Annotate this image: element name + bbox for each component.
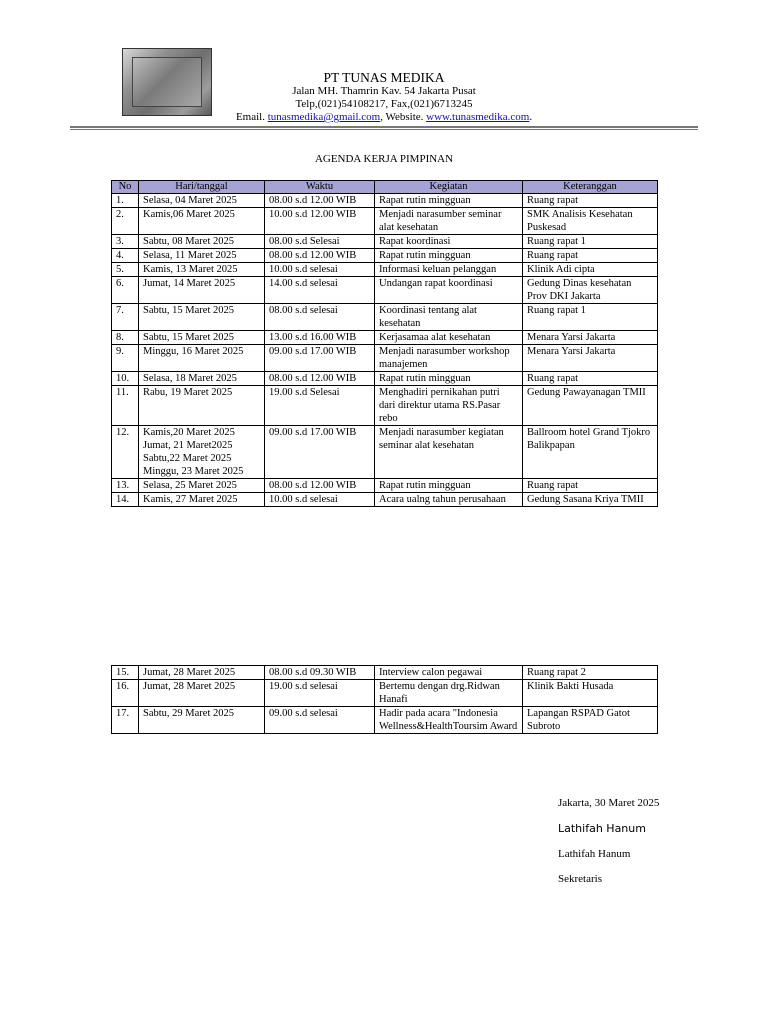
cell-date: Kamis, 27 Maret 2025 <box>139 493 265 507</box>
cell-no: 9. <box>112 345 139 372</box>
table-row <box>112 208 658 235</box>
header-rule-thick <box>70 126 698 128</box>
header-rule-thin <box>70 129 698 130</box>
cell-note: Gedung Dinas kesehatan Prov DKI Jakarta <box>523 277 658 304</box>
cell-date: Jumat, 28 Maret 2025 <box>139 680 265 707</box>
cell-activity: Rapat rutin mingguan <box>375 249 523 263</box>
cell-activity: Hadir pada acara "Indonesia Wellness&HealthToursim Award <box>375 707 523 734</box>
table-row <box>112 331 658 345</box>
agenda-table-body <box>112 194 658 507</box>
cell-date: Jumat, 14 Maret 2025 <box>139 277 265 304</box>
signature-place-date: Jakarta, 30 Maret 2025 <box>558 797 660 809</box>
cell-time: 09.00 s.d 17.00 WIB <box>265 345 375 372</box>
cell-no: 17. <box>112 707 139 734</box>
header-activity: Kegiatan <box>375 181 523 194</box>
cell-date: Kamis, 13 Maret 2025 <box>139 263 265 277</box>
cell-time: 08.00 s.d 12.00 WIB <box>265 249 375 263</box>
cell-time: 08.00 s.d 12.00 WIB <box>265 194 375 208</box>
cell-date: Selasa, 04 Maret 2025 <box>139 194 265 208</box>
cell-time: 19.00 s.d Selesai <box>265 386 375 426</box>
cell-note: Ruang rapat <box>523 194 658 208</box>
cell-note: Klinik Adi cipta <box>523 263 658 277</box>
cell-activity: Acara ualng tahun perusahaan <box>375 493 523 507</box>
header-time: Waktu <box>265 181 375 194</box>
cell-no: 10. <box>112 372 139 386</box>
table-row <box>112 249 658 263</box>
table-row <box>112 263 658 277</box>
company-phone-fax: Telp,(021)54108217, Fax,(021)6713245 <box>295 98 473 110</box>
cell-no: 12. <box>112 426 139 479</box>
cell-note: Menara Yarsi Jakarta <box>523 331 658 345</box>
table-row <box>112 194 658 208</box>
cell-activity: Menghadiri pernikahan putri dari direktur utama RS.Pasar rebo <box>375 386 523 426</box>
cell-no: 1. <box>112 194 139 208</box>
cell-note: SMK Analisis Kesehatan Puskesad <box>523 208 658 235</box>
cell-date: Sabtu, 08 Maret 2025 <box>139 235 265 249</box>
table-row <box>112 493 658 507</box>
cell-time: 10.00 s.d selesai <box>265 263 375 277</box>
cell-activity: Menjadi narasumber seminar alat kesehatan <box>375 208 523 235</box>
cell-activity: Kerjasamaa alat kesehatan <box>375 331 523 345</box>
signatory-name: Lathifah Hanum <box>558 848 631 860</box>
company-address: Jalan MH. Thamrin Kav. 54 Jakarta Pusat <box>292 85 476 97</box>
cell-no: 8. <box>112 331 139 345</box>
cell-activity: Koordinasi tentang alat kesehatan <box>375 304 523 331</box>
cell-time: 08.00 s.d selesai <box>265 304 375 331</box>
cell-no: 16. <box>112 680 139 707</box>
table-row <box>112 680 658 707</box>
table-row <box>112 277 658 304</box>
table-row <box>112 666 658 680</box>
cell-date: Selasa, 25 Maret 2025 <box>139 479 265 493</box>
email-label: Email. <box>235 111 268 123</box>
email-link[interactable]: tunasmedika@gmail.com <box>267 111 381 123</box>
cell-note: Gedung Sasana Kriya TMII <box>523 493 658 507</box>
cell-activity: Rapat rutin mingguan <box>375 372 523 386</box>
cell-no: 6. <box>112 277 139 304</box>
cell-date: Sabtu, 15 Maret 2025 <box>139 304 265 331</box>
cell-note: Lapangan RSPAD Gatot Subroto <box>523 707 658 734</box>
table-row <box>112 426 658 479</box>
agenda-table-continued-body <box>112 666 658 734</box>
cell-time: 09.00 s.d 17.00 WIB <box>265 426 375 479</box>
cell-time: 08.00 s.d Selesai <box>265 235 375 249</box>
signature-mark: Lathifah Hanum <box>558 822 646 835</box>
agenda-table <box>111 180 658 507</box>
cell-activity: Bertemu dengan drg.Ridwan Hanafi <box>375 680 523 707</box>
cell-activity: Interview calon pegawai <box>375 666 523 680</box>
header-note: Keteranggan <box>523 181 658 194</box>
cell-no: 11. <box>112 386 139 426</box>
cell-note: Ballroom hotel Grand Tjokro Balikpapan <box>523 426 658 479</box>
cell-date: Sabtu, 15 Maret 2025 <box>139 331 265 345</box>
cell-time: 10.00 s.d 12.00 WIB <box>265 208 375 235</box>
cell-time: 10.00 s.d selesai <box>265 493 375 507</box>
table-row <box>112 235 658 249</box>
cell-no: 14. <box>112 493 139 507</box>
cell-time: 08.00 s.d 12.00 WIB <box>265 479 375 493</box>
cell-note: Ruang rapat <box>523 249 658 263</box>
cell-note: Ruang rapat 1 <box>523 304 658 331</box>
cell-no: 7. <box>112 304 139 331</box>
table-row <box>112 372 658 386</box>
cell-no: 4. <box>112 249 139 263</box>
cell-time: 09.00 s.d selesai <box>265 707 375 734</box>
cell-date: Minggu, 16 Maret 2025 <box>139 345 265 372</box>
cell-note: Klinik Bakti Husada <box>523 680 658 707</box>
cell-activity: Undangan rapat koordinasi <box>375 277 523 304</box>
cell-activity: Rapat rutin mingguan <box>375 194 523 208</box>
cell-activity: Rapat rutin mingguan <box>375 479 523 493</box>
cell-activity: Menjadi narasumber workshop manajemen <box>375 345 523 372</box>
cell-note: Ruang rapat 2 <box>523 666 658 680</box>
signatory-title: Sekretaris <box>558 873 602 885</box>
table-row <box>112 386 658 426</box>
company-contact <box>200 111 568 123</box>
cell-note: Menara Yarsi Jakarta <box>523 345 658 372</box>
cell-date: Sabtu, 29 Maret 2025 <box>139 707 265 734</box>
cell-date: Selasa, 11 Maret 2025 <box>139 249 265 263</box>
cell-time: 08.00 s.d 12.00 WIB <box>265 372 375 386</box>
cell-note: Ruang rapat <box>523 479 658 493</box>
table-row <box>112 304 658 331</box>
header-no: No <box>112 181 139 194</box>
company-name: PT TUNAS MEDIKA <box>323 70 445 85</box>
cell-activity: Informasi keluan pelanggan <box>375 263 523 277</box>
cell-note: Gedung Pawayanagan TMII <box>523 386 658 426</box>
cell-date: Kamis,06 Maret 2025 <box>139 208 265 235</box>
company-logo <box>122 48 212 116</box>
cell-note: Ruang rapat <box>523 372 658 386</box>
cell-date: Jumat, 28 Maret 2025 <box>139 666 265 680</box>
cell-no: 3. <box>112 235 139 249</box>
cell-date: Kamis,20 Maret 2025 Jumat, 21 Maret2025 Sabtu,22 Maret 2025 Minggu, 23 Maret 2025 <box>139 426 265 479</box>
table-row <box>112 345 658 372</box>
table-row <box>112 479 658 493</box>
cell-time: 08.00 s.d 09.30 WIB <box>265 666 375 680</box>
cell-no: 13. <box>112 479 139 493</box>
website-label: , Website. <box>380 111 427 123</box>
cell-time: 14.00 s.d selesai <box>265 277 375 304</box>
cell-note: Ruang rapat 1 <box>523 235 658 249</box>
cell-time: 13.00 s.d 16.00 WIB <box>265 331 375 345</box>
website-link[interactable]: www.tunasmedika.com <box>426 111 530 123</box>
cell-no: 15. <box>112 666 139 680</box>
table-header-row <box>112 181 658 194</box>
cell-activity: Menjadi narasumber kegiatan seminar alat kesehatan <box>375 426 523 479</box>
table-row <box>112 707 658 734</box>
header-date: Hari/tanggal <box>139 181 265 194</box>
cell-time: 19.00 s.d selesai <box>265 680 375 707</box>
contact-end: . <box>529 111 533 123</box>
agenda-table-continued <box>111 665 658 734</box>
cell-date: Rabu, 19 Maret 2025 <box>139 386 265 426</box>
cell-no: 2. <box>112 208 139 235</box>
cell-no: 5. <box>112 263 139 277</box>
document-title: AGENDA KERJA PIMPINAN <box>314 153 454 165</box>
cell-activity: Rapat koordinasi <box>375 235 523 249</box>
cell-date: Selasa, 18 Maret 2025 <box>139 372 265 386</box>
